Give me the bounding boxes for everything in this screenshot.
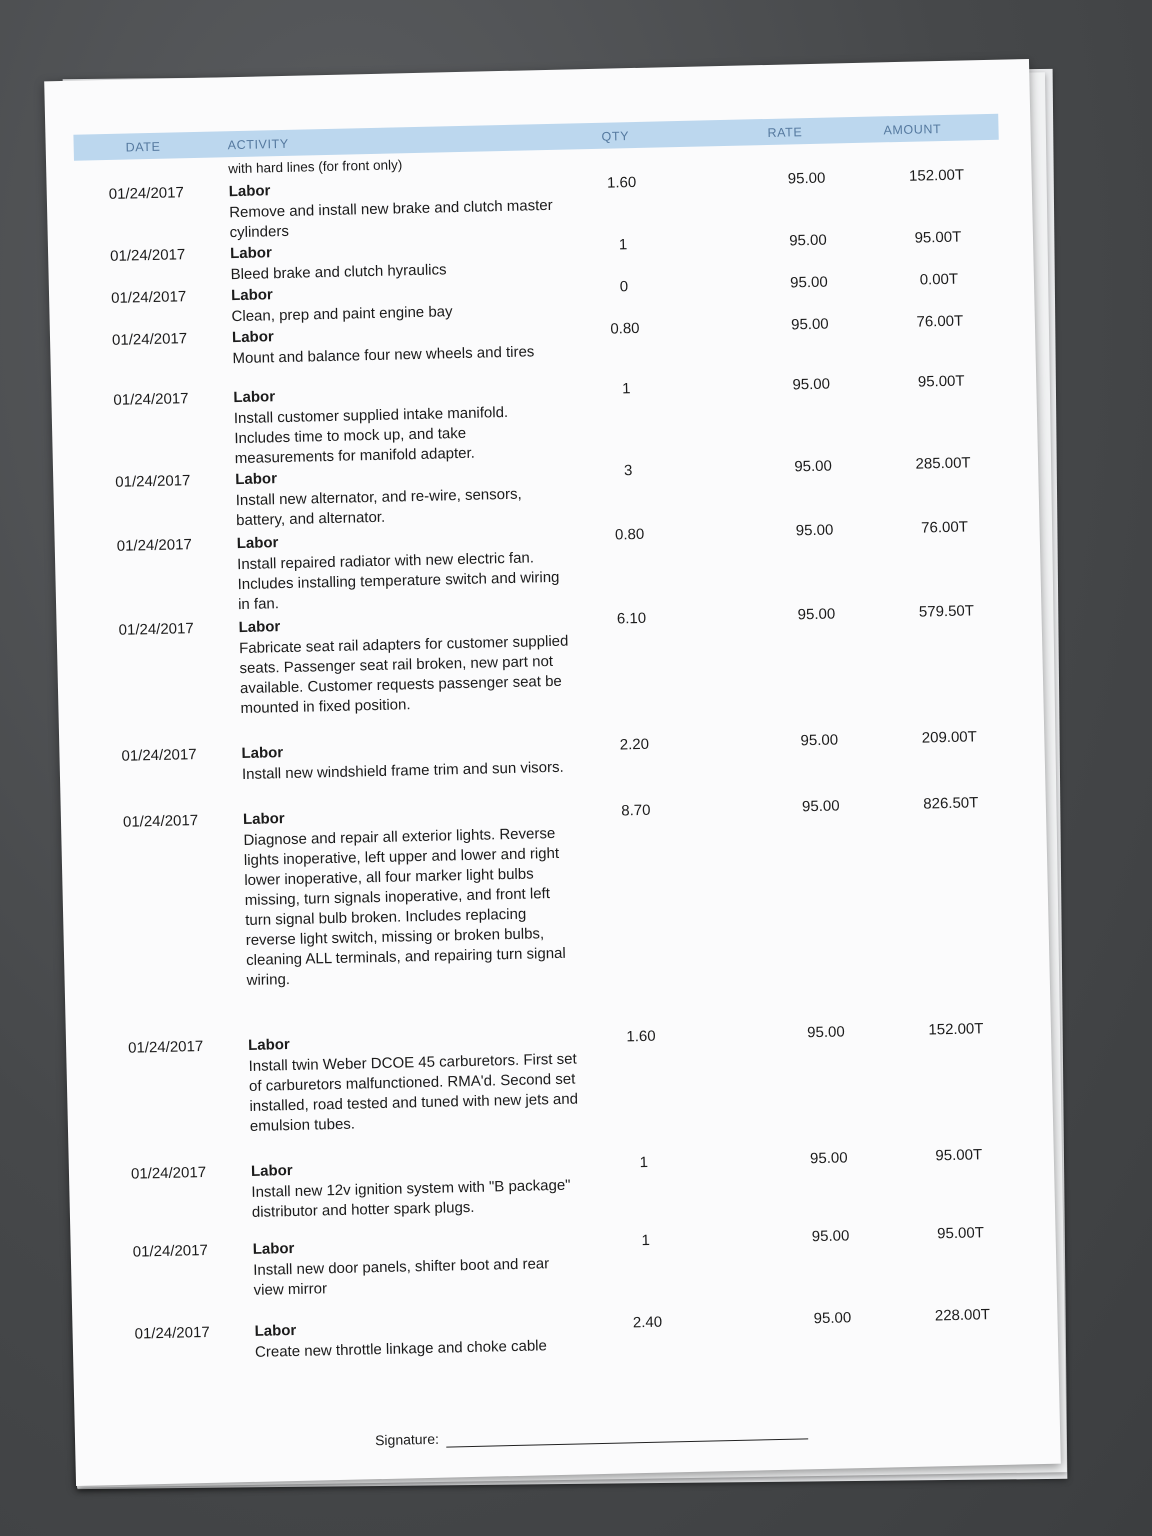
- row-qty: 0.80: [614, 525, 645, 544]
- row-amount: 95.00T: [914, 228, 962, 247]
- row-amount: 826.50T: [923, 794, 979, 813]
- row-description: Install new door panels, shifter boot and rear view mirror: [253, 1255, 550, 1299]
- header-activity: ACTIVITY: [227, 136, 289, 153]
- row-description: Install new 12v ignition system with "B package" distributor and hotter spark plugs.: [251, 1176, 571, 1221]
- row-type: Labor: [236, 534, 279, 553]
- row-description: Install twin Weber DCOE 45 carburetors. First set of carburetors malfunctioned. RMA'd. Second set installed, road tested and tuned with new jets and emulsion tubes.: [248, 1050, 579, 1135]
- row-date: 01/24/2017: [116, 536, 193, 555]
- row-description: Create new throttle linkage and choke cable: [254, 1337, 548, 1361]
- row-amount: 152.00T: [928, 1020, 984, 1039]
- header-rate: RATE: [767, 125, 803, 140]
- row-rate: 95.00: [806, 1023, 845, 1042]
- row-type: Labor: [241, 744, 284, 763]
- row-type: Labor: [231, 328, 274, 347]
- row-description: Install repaired radiator with new electric fan. Includes installing temperature switch and wiring in fan.: [237, 549, 560, 614]
- row-rate: 95.00: [787, 169, 826, 188]
- row-amount: 76.00T: [920, 518, 969, 537]
- row-rate: 95.00: [792, 375, 831, 394]
- row-amount: 228.00T: [934, 1306, 991, 1325]
- table-row: [72, 1305, 1057, 1361]
- row-type: Labor: [229, 244, 273, 263]
- header-amount: AMOUNT: [883, 122, 942, 138]
- row-rate: 95.00: [797, 605, 836, 624]
- table-row: [69, 1145, 1054, 1221]
- row-type: Labor: [252, 1239, 295, 1258]
- row-date: 01/24/2017: [113, 390, 189, 409]
- row-type: Labor: [233, 388, 276, 407]
- signature-label: Signature:: [374, 1430, 440, 1449]
- header-date: DATE: [125, 139, 161, 155]
- row-date: 01/24/2017: [110, 288, 187, 307]
- row-date: 01/24/2017: [122, 812, 199, 831]
- row-amount: 209.00T: [921, 728, 978, 747]
- row-qty: 1: [618, 236, 628, 254]
- row-type: Labor: [247, 1036, 290, 1054]
- row-description: Fabricate seat rail adapters for customer supplied seats. Passenger seat rail broken, new part not available. Customer requests passenger seat be mounted in fixed position.: [238, 632, 569, 718]
- table-header: [73, 114, 998, 161]
- signature-line: [446, 1438, 808, 1447]
- row-type: Labor: [235, 470, 278, 489]
- row-rate: 95.00: [811, 1227, 850, 1246]
- row-date: 01/24/2017: [111, 330, 188, 349]
- row-date: 01/24/2017: [115, 472, 191, 491]
- row-qty: 1: [641, 1231, 651, 1250]
- row-type: Labor: [242, 810, 285, 829]
- table-row: [59, 727, 1044, 784]
- row-type: Labor: [238, 618, 281, 637]
- row-type: Labor: [228, 182, 271, 201]
- row-date: 01/24/2017: [121, 746, 197, 765]
- row-description: Install customer supplied intake manifold. Includes time to mock up, and take measurements for manifold adapter.: [233, 403, 509, 468]
- row-description: Remove and install new brake and clutch master cylinders: [229, 196, 553, 242]
- row-description: Clean, prep and paint engine bay: [231, 303, 453, 326]
- row-rate: 95.00: [789, 231, 827, 250]
- row-rate: 95.00: [789, 273, 828, 292]
- row-amount: 285.00T: [915, 454, 971, 473]
- row-description: Install new windshield frame trim and sun visors.: [241, 758, 564, 784]
- row-qty: 1: [621, 380, 631, 398]
- row-amount: 579.50T: [918, 602, 975, 621]
- row-date: 01/24/2017: [109, 246, 186, 265]
- table-row: [71, 1223, 1056, 1299]
- header-qty: QTY: [601, 129, 630, 144]
- row-rate: 95.00: [794, 457, 833, 476]
- row-description: Install new alternator, and re-wire, sensors, battery, and alternator.: [235, 485, 522, 530]
- row-type: Labor: [250, 1162, 293, 1180]
- invoice-page: [44, 59, 1061, 1486]
- row-date: 01/24/2017: [132, 1241, 209, 1261]
- row-qty: 6.10: [616, 609, 647, 628]
- row-amount: 0.00T: [919, 270, 959, 289]
- row-description: Diagnose and repair all exterior lights. Reverse lights inoperative, left upper and lower and right lower inoperative, all four marker light bulbs missing, turn signals inoperative, and front left turn signal bulb broken. Includes replacing reverse light switch, missing or broken bulbs, cleaning ALL terminals, and repairing turn signal wiring.: [243, 824, 566, 989]
- row-qty: 2.40: [632, 1313, 663, 1332]
- row-rate: 95.00: [800, 731, 839, 750]
- row-description: Bleed brake and clutch hyraulics: [230, 261, 447, 284]
- row-qty: 1.60: [606, 173, 637, 192]
- row-qty: 0: [619, 278, 629, 296]
- row-date: 01/24/2017: [108, 184, 185, 203]
- row-amount: 76.00T: [916, 312, 964, 331]
- row-date: 01/24/2017: [134, 1323, 210, 1343]
- table-row: [61, 793, 1046, 989]
- row-rate: 95.00: [790, 315, 829, 334]
- row-rate: 95.00: [813, 1309, 852, 1328]
- row-qty: 0.80: [610, 319, 640, 338]
- row-amount: 95.00T: [917, 372, 965, 391]
- row-qty: 1: [639, 1153, 649, 1172]
- row-qty: 8.70: [621, 801, 651, 820]
- row-rate: 95.00: [809, 1149, 848, 1168]
- row-rate: 95.00: [801, 797, 840, 816]
- row-qty: 2.20: [619, 735, 650, 754]
- row-qty: 3: [623, 462, 633, 480]
- row-date: 01/24/2017: [118, 620, 194, 639]
- row-rate: 95.00: [795, 521, 834, 540]
- row-qty: 1.60: [626, 1027, 656, 1046]
- table-row: [66, 1019, 1051, 1135]
- carryover-description: with hard lines (for front only): [228, 157, 403, 177]
- row-date: 01/24/2017: [127, 1037, 204, 1057]
- row-description: Mount and balance four new wheels and tires: [232, 343, 535, 368]
- row-amount: 95.00T: [937, 1224, 985, 1243]
- row-amount: 152.00T: [908, 166, 965, 185]
- row-type: Labor: [254, 1321, 297, 1340]
- row-date: 01/24/2017: [130, 1163, 207, 1183]
- row-amount: 95.00T: [935, 1146, 983, 1165]
- row-type: Labor: [230, 286, 273, 305]
